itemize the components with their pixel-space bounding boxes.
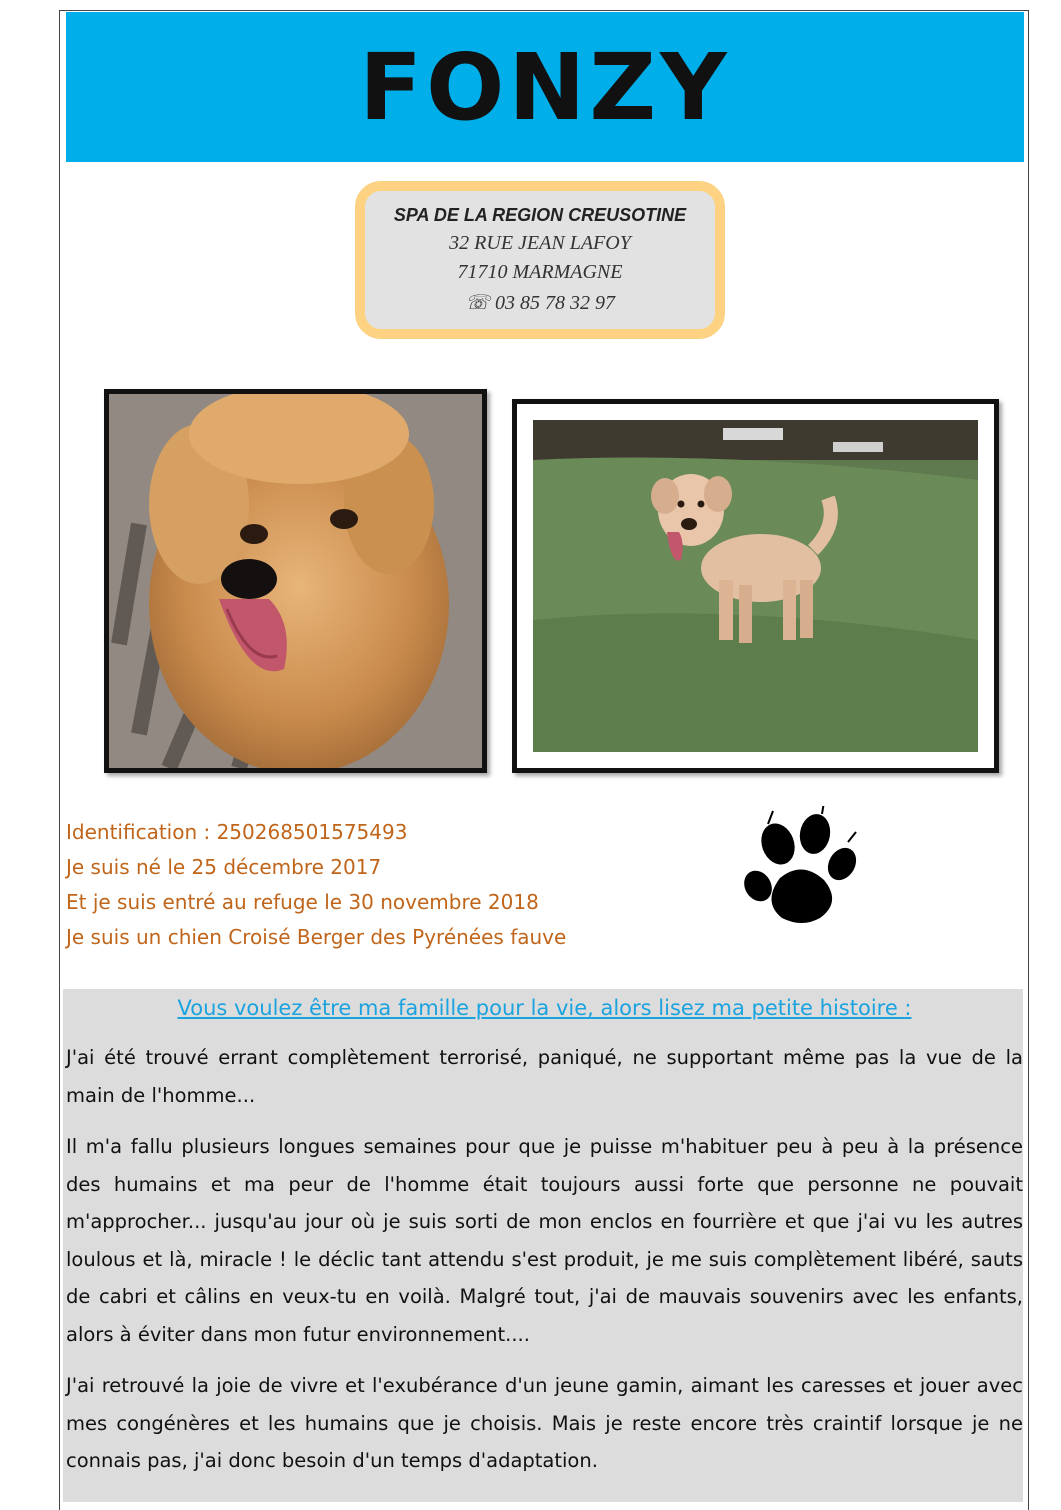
- story-heading-link[interactable]: Vous voulez être ma famille pour la vie, alors lisez ma petite histoire :: [177, 996, 912, 1020]
- story-paragraph: J'ai retrouvé la joie de vivre et l'exubérance d'un jeune gamin, aimant les caresses et jouer avec mes congénères et les humains que je choisis. Mais je reste encore très craintif lorsque je ne connais pas, j'ai donc besoin d'un temps d'adaptation.: [66, 1374, 1023, 1472]
- dog-name-title: FONZY: [359, 33, 731, 141]
- breed-line: Je suis un chien Croisé Berger des Pyrénées fauve: [66, 925, 567, 949]
- shelter-street: 32 RUE JEAN LAFOY: [449, 232, 631, 254]
- dog-info-block: [66, 815, 706, 955]
- story-section: [63, 989, 1023, 1502]
- title-banner: [66, 12, 1024, 162]
- shelter-phone: ☏ 03 85 78 32 97: [464, 292, 615, 314]
- dog-photo-closeup: [104, 389, 487, 773]
- birth-date-line: Je suis né le 25 décembre 2017: [66, 855, 382, 879]
- shelter-address-box: [355, 181, 725, 339]
- dog-photo-standing: [512, 399, 999, 773]
- shelter-entry-line: Et je suis entré au refuge le 30 novembre 2018: [66, 890, 539, 914]
- identification-line: Identification : 250268501575493: [66, 820, 408, 844]
- shelter-name: SPA DE LA REGION CREUSOTINE: [393, 205, 687, 225]
- story-paragraph: J'ai été trouvé errant complètement terrorisé, paniqué, ne supportant même pas la vue de la main de l'homme...: [66, 1046, 1023, 1107]
- story-paragraph: Il m'a fallu plusieurs longues semaines pour que je puisse m'habituer peu à peu à la présence des humains et ma peur de l'homme était toujours aussi forte que personne ne pouvait m'approcher... jusqu'au jour où je suis sorti de mon enclos en fourrière et que j'ai vu les autres loulous et là, miracle ! le déclic tant attendu s'est produit, je me suis complètement libéré, sauts de cabri et câlins en veux-tu en voilà. Malgré tout, j'ai de mauvais souvenirs avec les enfants, alors à éviter dans mon futur environnement....: [66, 1135, 1023, 1346]
- shelter-city: 71710 MARMAGNE: [457, 261, 623, 283]
- paw-print-icon: [740, 806, 862, 930]
